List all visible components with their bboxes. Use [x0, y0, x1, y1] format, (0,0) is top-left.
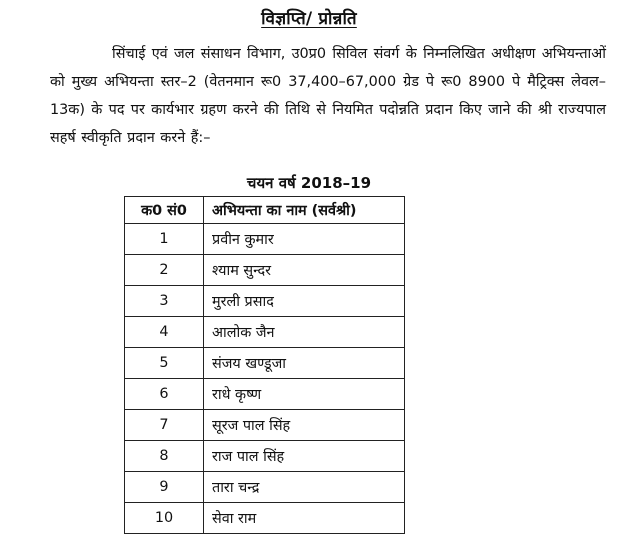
notice-title: विज्ञप्ति/ प्रोन्नति	[261, 9, 357, 29]
table-row	[125, 472, 405, 503]
table-row	[125, 441, 405, 472]
name-cell: आलोक जैन	[204, 317, 405, 348]
name-cell: प्रवीन कुमार	[204, 224, 405, 255]
table-row	[125, 410, 405, 441]
serial-cell: 1	[125, 224, 204, 255]
serial-cell: 8	[125, 441, 204, 472]
name-cell: मुरली प्रसाद	[204, 286, 405, 317]
serial-cell: 7	[125, 410, 204, 441]
notice-paragraph: सिंचाई एवं जल संसाधन विभाग, उ0प्र0 सिविल संवर्ग के निम्नलिखित अधीक्षण अभियन्ताओं को मुख्य अभियन्ता स्तर–2 (वेतनमान रू0 37,400–67,000 ग्रेड पे रू0 8900 पे मैट्रिक्स लेवल–13क) के पद पर कार्यभार ग्रहण करने की तिथि से नियमित पदोन्नति प्रदान किए जाने की श्री राज्यपाल सहर्ष स्वीकृति प्रदान करने हैं:–	[50, 46, 606, 146]
table-row	[125, 379, 405, 410]
serial-cell: 2	[125, 255, 204, 286]
name-cell: राज पाल सिंह	[204, 441, 405, 472]
table-row	[125, 348, 405, 379]
name-cell: तारा चन्द्र	[204, 472, 405, 503]
table-row	[125, 224, 405, 255]
serial-cell: 3	[125, 286, 204, 317]
serial-cell: 10	[125, 503, 204, 534]
table-header-row	[125, 197, 405, 224]
serial-cell: 4	[125, 317, 204, 348]
name-cell: राधे कृष्ण	[204, 379, 405, 410]
serial-cell: 6	[125, 379, 204, 410]
name-cell: श्याम सुन्दर	[204, 255, 405, 286]
name-cell: सूरज पाल सिंह	[204, 410, 405, 441]
column-header-serial: क0 सं0	[125, 197, 204, 224]
serial-cell: 5	[125, 348, 204, 379]
serial-cell: 9	[125, 472, 204, 503]
name-cell: संजय खण्डूजा	[204, 348, 405, 379]
selection-year-heading: चयन वर्ष 2018–19	[246, 174, 372, 192]
table-row	[125, 317, 405, 348]
table-row	[125, 286, 405, 317]
table-row	[125, 255, 405, 286]
column-header-name: अभियन्ता का नाम (सर्वश्री)	[204, 197, 405, 224]
name-cell: सेवा राम	[204, 503, 405, 534]
promotion-table	[124, 196, 405, 534]
table-row	[125, 503, 405, 534]
